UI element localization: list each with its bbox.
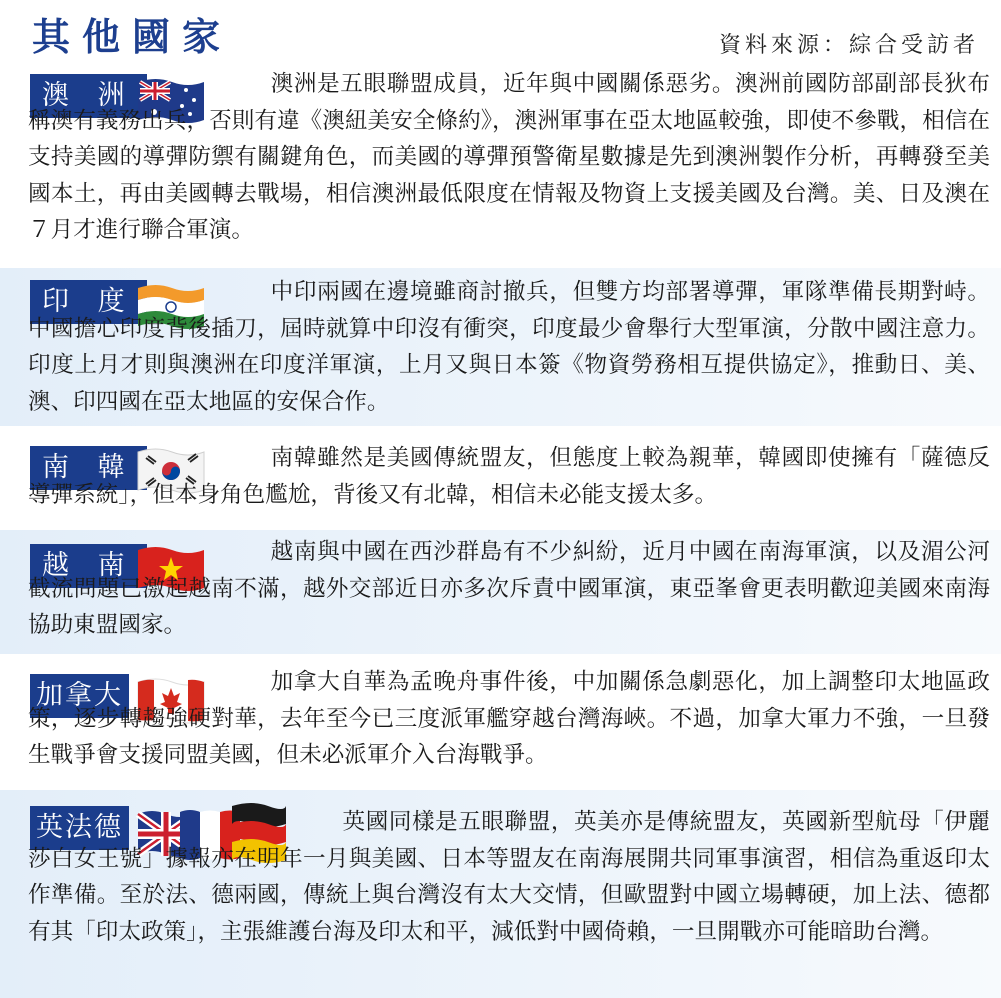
country-label: 越 南 (30, 544, 147, 588)
section-body: 澳洲是五眼聯盟成員，近年與中國關係惡劣。澳洲前國防部副部長狄布稱澳有義務出兵，否則有違《澳紐美安全條約》，澳洲軍事在亞太地區較強，即使不參戰，相信在支持美國的導彈防禦有關鍵角色，而美國的導彈預警衛星數據是先到澳洲製作分析，再轉發至美國本土，再由美國轉去戰場，相信澳洲最低限度在情報及物資上支援美國及台灣。美、日及澳在７月才進行聯合軍演。 (28, 71, 990, 243)
country-label: 南 韓 (30, 446, 147, 490)
header (0, 0, 1001, 62)
section-australia (0, 62, 1001, 262)
section-body: 越南與中國在西沙群島有不少糾紛，近月中國在南海軍演，以及湄公河截流問題已激起越南不滿，越外交部近日亦多次斥責中國軍演，東亞峯會更表明歡迎美國來南海協助東盟國家。 (28, 539, 990, 638)
page-title: 其他國家 (32, 15, 233, 59)
section-body: 中印兩國在邊境雖商討撤兵，但雙方均部署導彈，軍隊準備長期對峙。中國擔心印度背後插刀，屆時就算中印沒有衝突，印度最少會舉行大型軍演，分散中國注意力。印度上月才則與澳洲在印度洋軍演，上月又與日本簽《物資勞務相互提供協定》，推動日、美、澳、印四國在亞太地區的安保合作。 (28, 279, 990, 415)
country-label: 加拿大 (30, 674, 129, 718)
source-credit: 資料來源：綜合受訪者 (718, 33, 979, 58)
section-india (0, 268, 1001, 426)
section-south-korea (0, 432, 1001, 526)
section-body: 加拿大自華為孟晚舟事件後，中加關係急劇惡化，加上調整印太地區政策，逐步轉趨強硬對華，去年至今已三度派軍艦穿越台灣海峽。不過，加拿大軍力不強，一旦發生戰爭會支援同盟美國，但未必派軍介入台海戰爭。 (28, 669, 990, 768)
section-uk-france-germany (0, 790, 1001, 998)
section-body: 南韓雖然是美國傳統盟友，但態度上較為親華，韓國即使擁有「薩德反導彈系統」，但本身角色尷尬，背後又有北韓，相信未必能支援太多。 (28, 445, 990, 508)
country-label: 印 度 (30, 280, 147, 324)
section-canada (0, 660, 1001, 782)
section-vietnam (0, 530, 1001, 654)
section-body: 英國同樣是五眼聯盟，英美亦是傳統盟友，英國新型航母「伊麗莎白女王號」據報亦在明年一月與美國、日本等盟友在南海展開共同軍事演習，相信為重返印太作準備。至於法、德兩國，傳統上與台灣沒有太大交情，但歐盟對中國立場轉硬，加上法、德都有其「印太政策」，主張維護台海及印太和平，減低對中國倚賴，一旦開戰亦可能暗助台灣。 (28, 809, 990, 945)
country-label: 澳 洲 (30, 74, 147, 118)
country-label: 英法德 (30, 806, 129, 850)
